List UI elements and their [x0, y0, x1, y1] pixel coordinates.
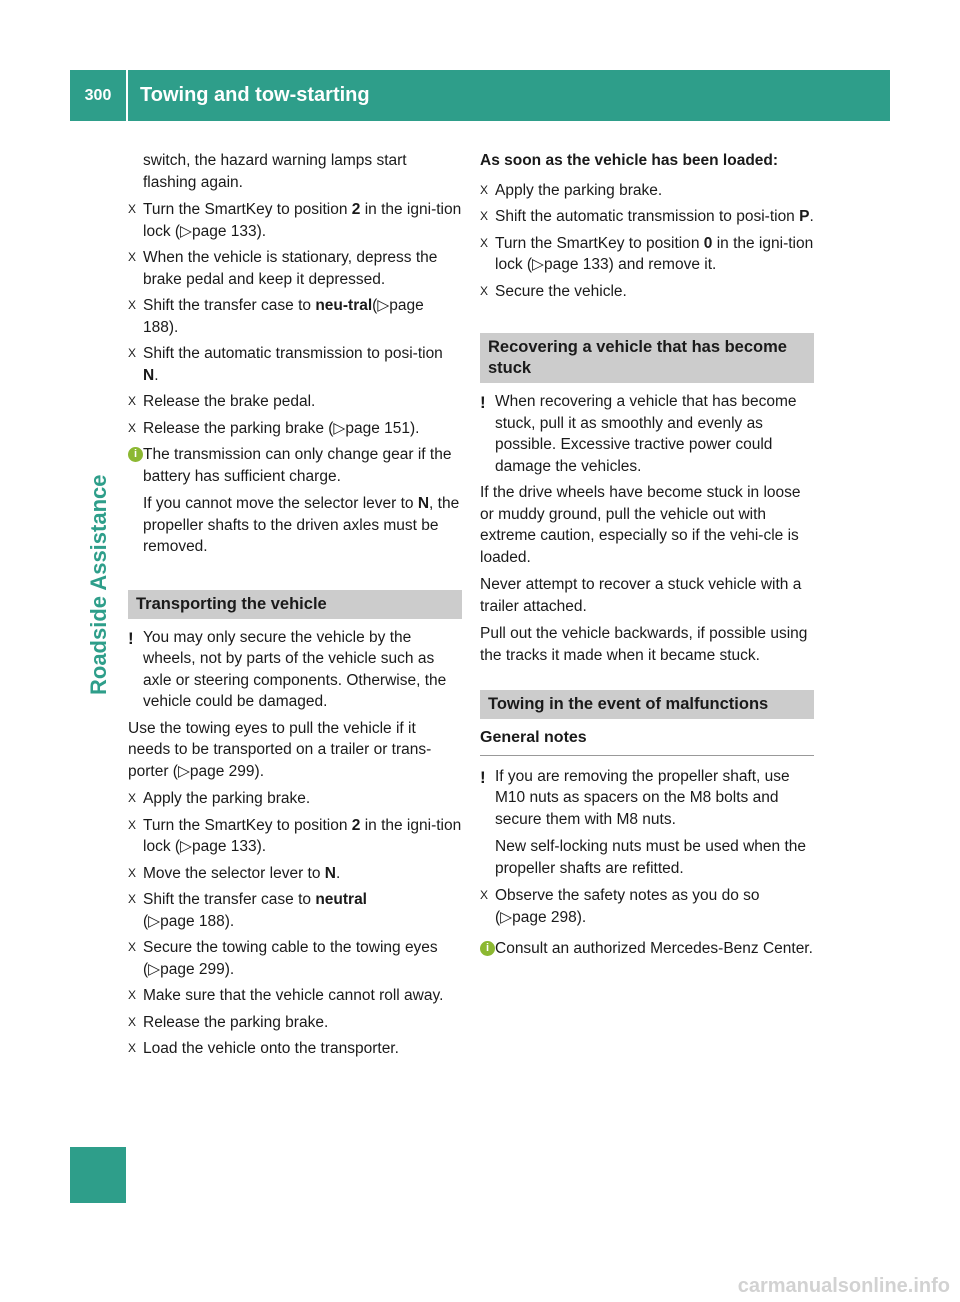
continued-text: switch, the hazard warning lamps start flashing again. [143, 152, 407, 191]
side-tab-marker [70, 1147, 126, 1203]
note-text [143, 493, 462, 558]
step-text: Release the brake pedal. [143, 393, 316, 410]
step-bold: neu-tral [315, 297, 373, 314]
note-text: If you are removing the propeller shaft, use M10 nuts as spacers on the M8 bolts and secure them with M8 nuts. [495, 767, 790, 828]
step-bold: neutral [315, 891, 367, 908]
step-arrow-icon: X [128, 1014, 137, 1029]
warning-note [480, 766, 814, 880]
page-ref-link[interactable]: page 299). [189, 762, 265, 780]
page-number: 300 [84, 86, 112, 104]
step-item [128, 418, 462, 440]
page-ref-icon: ▷ [148, 960, 161, 978]
step-arrow-icon: X [480, 209, 489, 223]
note-text: You may only secure the vehicle by the wheels, not by parts of the vehicle such as axle or steering components. Otherwise, the vehicle could be damaged. [143, 628, 447, 710]
warning-icon: ! [480, 767, 486, 787]
note-text: Consult an authorized Mercedes-Benz Center. [495, 940, 813, 957]
page-ref-link[interactable]: page 151). [345, 419, 420, 437]
step-text: Release the parking brake. [143, 1013, 329, 1031]
step-text: Secure the towing cable to the towing eyes ( [143, 939, 438, 978]
step-item [128, 199, 462, 242]
page-title: Towing and tow-starting [140, 84, 370, 106]
step-arrow-icon: X [480, 182, 489, 197]
side-section-label: Roadside Assistance [86, 474, 111, 695]
step-text: ( [143, 912, 149, 930]
step-text: Release the parking brake ( [143, 419, 334, 437]
page-ref-link[interactable]: page 188). [143, 297, 424, 336]
paragraph: If the drive wheels have become stuck in loose or muddy ground, pull the vehicle out with extreme caution, especially so if the vehi-cle is loaded. [480, 484, 801, 566]
warning-icon: ! [128, 628, 134, 648]
step-bold: N [143, 366, 155, 384]
step-item [480, 885, 814, 928]
step-item [128, 1012, 462, 1034]
step-text: Shift the automatic transmission to posi-tion [143, 345, 443, 362]
paragraph-text: Use the towing eyes to pull the vehicle if it needs to be transported on a trailer or trans-porter ( [128, 719, 432, 780]
step-text: Turn the SmartKey to position [143, 201, 352, 218]
step-arrow-icon: X [128, 1041, 137, 1055]
step-text: Shift the transfer case to [143, 891, 316, 908]
page-ref-icon: ▷ [180, 838, 192, 855]
step-text: . [809, 208, 814, 225]
note-text: When recovering a vehicle that has become stuck, pull it as smoothly and evenly as possible. Excessive tractive power could damage the vehicles. [495, 393, 797, 475]
info-icon: i [480, 941, 495, 956]
step-bold: N [324, 864, 336, 882]
step-item [480, 281, 814, 303]
page-ref-link[interactable]: page 133). [191, 838, 267, 855]
spacer [480, 307, 814, 333]
paragraph: Pull out the vehicle backwards, if possible using the tracks it made when it became stuck. [480, 625, 808, 664]
note-bold: N [417, 495, 430, 512]
page-ref-link[interactable]: page 298). [512, 908, 587, 926]
section-heading: Towing in the event of malfunctions [480, 690, 814, 719]
info-note [128, 444, 462, 558]
step-arrow-icon: X [128, 346, 137, 360]
note-text-part: , the propeller shafts to the driven axles must be removed. [143, 495, 460, 555]
step-arrow-icon: X [128, 394, 137, 408]
page-ref-link[interactable]: page 133) and remove it. [543, 256, 717, 273]
step-text: in the igni-tion lock ( [495, 234, 814, 273]
note-text: New self-locking nuts must be used when the propeller shafts are refitted. [495, 838, 807, 877]
step-text: Make sure that the vehicle cannot roll away. [143, 987, 444, 1004]
step-arrow-icon: X [128, 202, 137, 216]
step-item [128, 863, 462, 885]
step-text: Turn the SmartKey to position [495, 234, 704, 252]
warning-note [128, 627, 462, 713]
step-text: ( [372, 297, 378, 314]
step-arrow-icon: X [128, 298, 137, 312]
info-note [480, 938, 814, 960]
section-heading: Recovering a vehicle that has become stuck [480, 333, 814, 383]
step-bold: 2 [351, 201, 361, 218]
paragraph [128, 718, 462, 783]
step-item [480, 206, 814, 228]
step-arrow-icon: X [128, 817, 137, 832]
step-arrow-icon: X [480, 888, 489, 902]
page-ref-link[interactable]: page 133). [191, 222, 267, 240]
step-bold: 2 [351, 816, 361, 834]
step-text: . [335, 864, 341, 882]
step-item [128, 391, 462, 413]
page-ref-link[interactable]: page 188). [160, 912, 235, 930]
step-arrow-icon: X [480, 283, 489, 298]
step-text: When the vehicle is stationary, depress the brake pedal and keep it depressed. [143, 249, 438, 288]
step-item [128, 1038, 462, 1060]
warning-note [480, 391, 814, 477]
step-item [128, 815, 462, 858]
step-bold: 0 [703, 234, 713, 252]
step-text: Observe the safety notes as you do so ( [495, 887, 760, 926]
step-arrow-icon: X [128, 865, 137, 880]
step-arrow-icon: X [128, 988, 137, 1002]
subsection-heading: General notes [480, 727, 814, 756]
step-item [128, 295, 462, 338]
page-ref-icon: ▷ [180, 222, 192, 240]
header-divider [126, 70, 128, 121]
step-item [128, 788, 462, 810]
step-arrow-icon: X [128, 420, 137, 435]
right-column [480, 150, 814, 965]
info-icon: i [128, 447, 143, 462]
page-ref-icon: ▷ [500, 908, 513, 926]
step-arrow-icon: X [128, 940, 137, 954]
step-arrow-icon: X [128, 892, 137, 906]
left-column [128, 150, 462, 1065]
watermark: carmanualsonline.info [737, 1275, 950, 1297]
spacer [128, 564, 462, 590]
step-text: Shift the automatic transmission to posi-tion [495, 208, 800, 225]
step-text: Load the vehicle onto the transporter. [143, 1040, 399, 1057]
step-arrow-icon: X [128, 791, 137, 805]
page-ref-icon: ▷ [532, 256, 544, 273]
step-item [480, 233, 814, 276]
step-item [128, 937, 462, 980]
note-text: The transmission can only change gear if the battery has sufficient charge. [143, 446, 452, 485]
spacer [480, 672, 814, 690]
step-text: Apply the parking brake. [143, 790, 311, 807]
page-ref-icon: ▷ [377, 297, 390, 314]
page-ref-icon: ▷ [333, 419, 346, 437]
step-item [128, 247, 462, 290]
step-text: in the igni-tion lock ( [143, 201, 462, 240]
step-item [128, 985, 462, 1007]
step-text: Shift the transfer case to [143, 297, 316, 314]
note-text-part: If you cannot move the selector lever to [143, 495, 418, 512]
page-ref-icon: ▷ [148, 912, 161, 930]
section-heading: Transporting the vehicle [128, 590, 462, 619]
step-item [128, 889, 462, 932]
step-arrow-icon: X [480, 235, 489, 250]
step-text: Move the selector lever to [143, 864, 325, 882]
step-item [480, 180, 814, 202]
step-text: . [154, 366, 159, 384]
step-text: Turn the SmartKey to position [143, 816, 352, 834]
warning-icon: ! [480, 393, 486, 412]
page-ref-link[interactable]: page 299). [160, 960, 235, 978]
step-text: in the igni-tion lock ( [143, 816, 462, 855]
page-ref-icon: ▷ [177, 762, 190, 780]
step-text: Apply the parking brake. [495, 181, 663, 199]
step-text: Secure the vehicle. [495, 282, 627, 300]
step-item [128, 343, 462, 386]
paragraph: Never attempt to recover a stuck vehicle with a trailer attached. [480, 576, 802, 615]
step-arrow-icon: X [128, 250, 137, 264]
bold-lead: As soon as the vehicle has been loaded: [480, 152, 779, 169]
step-bold: P [799, 208, 810, 225]
